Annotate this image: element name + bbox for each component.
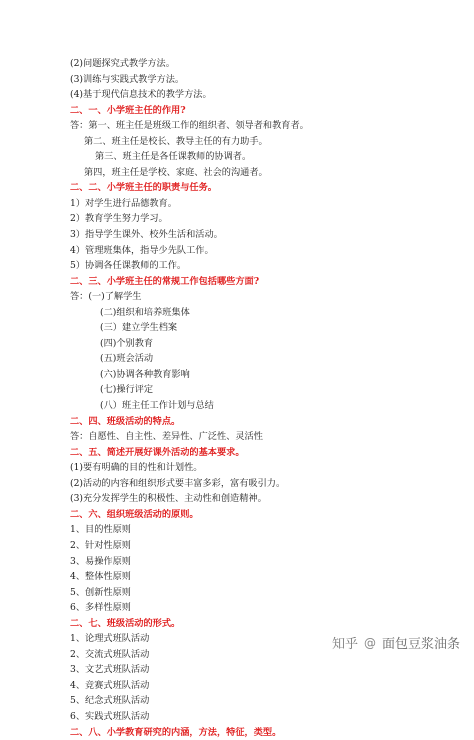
watermark-separator: @ [363,635,376,650]
section-heading: 二、三、小学班主任的常规工作包括哪些方面? [70,275,260,287]
text-line: 第四，班主任是学校、家庭、社会的沟通者。 [84,166,268,178]
text-line: (4)基于现代信息技术的教学方法。 [70,89,212,101]
text-line: (3)充分发挥学生的积极性、主动性和创造精神。 [70,493,267,505]
text-line: 2）教育学生努力学习。 [70,213,168,225]
text-line: (二)组织和培养班集体 [100,306,190,318]
text-line: (3)训练与实践式教学方法。 [70,73,185,85]
text-line: (六)协调各种教育影响 [100,368,190,380]
text-line: 2、针对性原则 [70,539,131,551]
section-heading: 二、八、小学教育研究的内涵，方法，特征，类型。 [70,726,282,738]
text-line: (2)问题探究式教学方法。 [70,58,175,69]
text-line: 答：第一、班主任是班级工作的组织者、领导者和教育者。 [70,120,309,132]
text-line: (2)活动的内容和组织形式要丰富多彩，富有吸引力。 [70,477,286,489]
text-line: 答：自愿性、自主性、差异性、广泛性、灵活性 [70,431,263,443]
text-line: 6、实践式班队活动 [70,710,150,722]
text-line: 2、交流式班队活动 [70,648,150,660]
text-line: 第二、班主任是校长、教导主任的有力助手。 [84,135,268,147]
text-line: 1、目的性原则 [70,524,131,536]
text-line: 5、创新性原则 [70,586,131,598]
text-line: 答：(一)了解学生 [70,291,142,303]
text-line: 1、论理式班队活动 [70,633,150,645]
text-line: (八）班主任工作计划与总结 [100,400,214,412]
section-heading: 二、七、班级活动的形式。 [70,617,181,629]
text-line: 3、易操作原则 [70,555,131,567]
text-line: (三）建立学生档案 [100,322,178,334]
watermark-author: 面包豆浆油条 [381,637,460,652]
text-line: 1）对学生进行品德教育。 [70,197,177,209]
section-heading: 二、五、简述开展好课外活动的基本要求。 [70,446,245,458]
text-line: (1)要有明确的目的性和计划性。 [70,462,203,474]
section-heading: 二、一、小学班主任的作用? [70,104,186,116]
text-line: 3、文艺式班队活动 [70,664,150,676]
text-line: (七)操行评定 [100,384,154,396]
section-heading: 二、四、班级活动的特点。 [70,415,181,427]
section-heading: 二、二、小学班主任的职责与任务。 [70,182,217,194]
text-line: (四)个别教育 [100,337,154,349]
text-line: 3）指导学生课外、校外生活和活动。 [70,229,223,241]
text-line: (五)班会活动 [100,353,154,365]
text-line: 6、多样性原则 [70,602,131,614]
section-heading: 二、六、组织班级活动的原则。 [70,508,199,520]
text-line: 4、竞赛式班队活动 [70,679,150,691]
text-line: 5、纪念式班队活动 [70,695,150,707]
watermark [332,633,460,652]
zhihu-logo: 知乎 [331,637,358,652]
text-line: 4）管理班集体，指导少先队工作。 [70,244,214,256]
text-line: 第三、班主任是各任课教师的协调者。 [95,151,252,163]
text-line: 4、整体性原则 [70,571,131,583]
text-line: 5）协调各任课教师的工作。 [70,260,187,272]
